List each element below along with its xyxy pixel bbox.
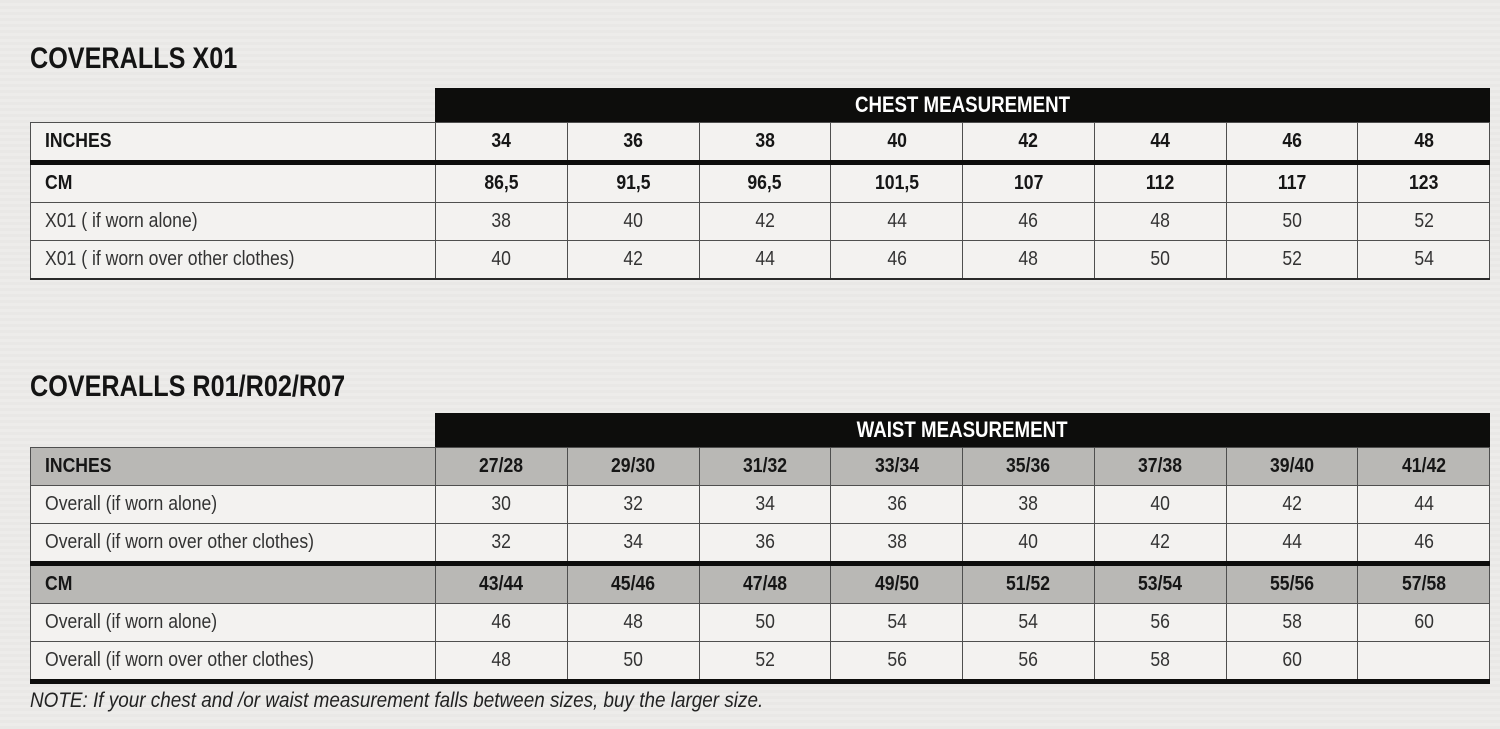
table-row bbox=[31, 642, 1490, 682]
value-cell bbox=[1226, 564, 1358, 604]
row-label-cell bbox=[31, 448, 436, 486]
row-label: Overall (if worn alone) bbox=[45, 611, 218, 633]
value-cell bbox=[1226, 448, 1358, 486]
row-label-cell bbox=[31, 203, 436, 241]
row-label-cell bbox=[31, 524, 436, 564]
value-cell bbox=[436, 564, 568, 604]
cell-value: 34 bbox=[491, 130, 512, 152]
cell-value: 49/50 bbox=[874, 573, 919, 595]
value-cell bbox=[963, 524, 1095, 564]
cell-value: 117 bbox=[1277, 172, 1307, 194]
cell-value: 50 bbox=[755, 611, 775, 633]
value-cell bbox=[831, 604, 963, 642]
cell-value: 38 bbox=[1018, 493, 1039, 515]
row-label-cell bbox=[31, 486, 436, 524]
value-cell bbox=[1358, 642, 1490, 682]
cell-value: 38 bbox=[755, 130, 775, 152]
value-cell bbox=[1094, 524, 1226, 564]
value-cell bbox=[831, 564, 963, 604]
coveralls-x01-title: COVERALLS X01 bbox=[30, 42, 238, 75]
value-cell bbox=[436, 203, 568, 241]
value-cell bbox=[1358, 448, 1490, 486]
cell-value: 46 bbox=[1413, 531, 1434, 553]
cell-value: 54 bbox=[1018, 611, 1039, 633]
row-label: CM bbox=[45, 573, 73, 595]
table-row bbox=[31, 524, 1490, 564]
waist-measurement-banner bbox=[435, 413, 1490, 447]
cell-value: 32 bbox=[491, 531, 512, 553]
row-label-cell bbox=[31, 241, 436, 280]
cell-value: 40 bbox=[491, 248, 512, 270]
value-cell bbox=[1358, 203, 1490, 241]
value-cell bbox=[699, 642, 831, 682]
value-cell bbox=[567, 163, 699, 203]
cell-value: 58 bbox=[1150, 649, 1170, 671]
value-cell bbox=[1094, 203, 1226, 241]
cell-value: 44 bbox=[886, 210, 907, 232]
cell-value: 44 bbox=[1413, 493, 1434, 515]
cell-value: 38 bbox=[886, 531, 907, 553]
coveralls-r01-r02-r07-title: COVERALLS R01/R02/R07 bbox=[30, 370, 346, 403]
value-cell bbox=[1094, 241, 1226, 280]
cell-value: 91,5 bbox=[615, 172, 651, 194]
value-cell bbox=[699, 241, 831, 280]
value-cell bbox=[699, 203, 831, 241]
cell-value: 52 bbox=[1282, 248, 1302, 270]
value-cell bbox=[1094, 448, 1226, 486]
table-row bbox=[31, 564, 1490, 604]
value-cell bbox=[963, 448, 1095, 486]
coveralls-r01-r02-r07-size-table bbox=[30, 447, 1490, 684]
row-label-cell bbox=[31, 564, 436, 604]
cell-value: 38 bbox=[491, 210, 512, 232]
value-cell bbox=[1358, 564, 1490, 604]
value-cell bbox=[567, 123, 699, 163]
value-cell bbox=[831, 642, 963, 682]
cell-value: 40 bbox=[623, 210, 643, 232]
value-cell bbox=[1358, 241, 1490, 280]
cell-value: 42 bbox=[623, 248, 643, 270]
cell-value: 112 bbox=[1145, 172, 1175, 194]
cell-value: 33/34 bbox=[874, 455, 919, 477]
cell-value: 56 bbox=[1018, 649, 1039, 671]
value-cell bbox=[963, 123, 1095, 163]
cell-value: 50 bbox=[1150, 248, 1170, 270]
cell-value: 40 bbox=[1150, 493, 1170, 515]
value-cell bbox=[963, 241, 1095, 280]
cell-value: 35/36 bbox=[1006, 455, 1051, 477]
cell-value: 101,5 bbox=[874, 172, 919, 194]
value-cell bbox=[1226, 123, 1358, 163]
cell-value: 42 bbox=[1150, 531, 1170, 553]
row-label: INCHES bbox=[45, 455, 112, 477]
cell-value: 42 bbox=[1018, 130, 1039, 152]
cell-value: 30 bbox=[491, 493, 512, 515]
value-cell bbox=[699, 123, 831, 163]
cell-value: 45/46 bbox=[611, 573, 656, 595]
value-cell bbox=[963, 564, 1095, 604]
row-label-cell bbox=[31, 163, 436, 203]
cell-value: 52 bbox=[755, 649, 775, 671]
value-cell bbox=[831, 524, 963, 564]
value-cell bbox=[831, 241, 963, 280]
value-cell bbox=[436, 604, 568, 642]
value-cell bbox=[1094, 163, 1226, 203]
cell-value: 36 bbox=[623, 130, 643, 152]
value-cell bbox=[699, 524, 831, 564]
waist-measurement-banner-label: WAIST MEASUREMENT bbox=[857, 417, 1068, 442]
value-cell bbox=[1094, 564, 1226, 604]
value-cell bbox=[567, 564, 699, 604]
value-cell bbox=[699, 448, 831, 486]
cell-value: 44 bbox=[1282, 531, 1302, 553]
cell-value: 50 bbox=[623, 649, 643, 671]
value-cell bbox=[831, 203, 963, 241]
cell-value: 48 bbox=[1018, 248, 1039, 270]
chest-measurement-banner bbox=[435, 88, 1490, 122]
value-cell bbox=[1094, 604, 1226, 642]
table-row bbox=[31, 604, 1490, 642]
value-cell bbox=[436, 163, 568, 203]
value-cell bbox=[699, 564, 831, 604]
cell-value: 57/58 bbox=[1401, 573, 1446, 595]
value-cell bbox=[567, 448, 699, 486]
cell-value: 41/42 bbox=[1401, 455, 1446, 477]
value-cell bbox=[436, 123, 568, 163]
value-cell bbox=[699, 604, 831, 642]
value-cell bbox=[1358, 604, 1490, 642]
cell-value: 42 bbox=[755, 210, 775, 232]
value-cell bbox=[963, 163, 1095, 203]
cell-value: 46 bbox=[1282, 130, 1302, 152]
cell-value: 56 bbox=[886, 649, 907, 671]
cell-value: 54 bbox=[1413, 248, 1434, 270]
cell-value: 29/30 bbox=[611, 455, 656, 477]
value-cell bbox=[1358, 163, 1490, 203]
value-cell bbox=[1094, 642, 1226, 682]
cell-value: 123 bbox=[1408, 172, 1439, 194]
value-cell bbox=[436, 241, 568, 280]
cell-value: 48 bbox=[1150, 210, 1170, 232]
cell-value: 60 bbox=[1413, 611, 1434, 633]
value-cell bbox=[831, 486, 963, 524]
sizing-note: NOTE: If your chest and /or waist measurement falls between sizes, buy the larger size. bbox=[30, 689, 764, 712]
cell-value: 96,5 bbox=[747, 172, 783, 194]
value-cell bbox=[567, 524, 699, 564]
value-cell bbox=[436, 448, 568, 486]
cell-value: 40 bbox=[886, 130, 907, 152]
row-label: CM bbox=[45, 172, 73, 194]
cell-value: 44 bbox=[755, 248, 775, 270]
value-cell bbox=[963, 203, 1095, 241]
cell-value: 46 bbox=[886, 248, 907, 270]
value-cell bbox=[699, 163, 831, 203]
cell-value: 43/44 bbox=[479, 573, 524, 595]
cell-value: 60 bbox=[1282, 649, 1302, 671]
value-cell bbox=[1094, 123, 1226, 163]
value-cell bbox=[1226, 163, 1358, 203]
value-cell bbox=[963, 486, 1095, 524]
value-cell bbox=[436, 524, 568, 564]
cell-value: 34 bbox=[755, 493, 775, 515]
row-label: Overall (if worn over other clothes) bbox=[45, 649, 314, 671]
row-label: Overall (if worn over other clothes) bbox=[45, 531, 314, 553]
cell-value: 55/56 bbox=[1269, 573, 1314, 595]
cell-value: 36 bbox=[755, 531, 775, 553]
cell-value: 47/48 bbox=[742, 573, 787, 595]
cell-value: 48 bbox=[1413, 130, 1434, 152]
cell-value: 37/38 bbox=[1138, 455, 1183, 477]
value-cell bbox=[1226, 604, 1358, 642]
value-cell bbox=[699, 486, 831, 524]
cell-value: 36 bbox=[886, 493, 907, 515]
cell-value: 53/54 bbox=[1138, 573, 1183, 595]
value-cell bbox=[1094, 486, 1226, 524]
row-label: X01 ( if worn over other clothes) bbox=[45, 248, 295, 270]
cell-value: 50 bbox=[1282, 210, 1302, 232]
row-label-cell bbox=[31, 123, 436, 163]
value-cell bbox=[436, 486, 568, 524]
chest-measurement-banner-label: CHEST MEASUREMENT bbox=[854, 92, 1071, 117]
value-cell bbox=[1226, 524, 1358, 564]
value-cell bbox=[1226, 486, 1358, 524]
table-row bbox=[31, 203, 1490, 241]
table-row bbox=[31, 163, 1490, 203]
value-cell bbox=[1226, 203, 1358, 241]
value-cell bbox=[1226, 241, 1358, 280]
cell-value: 52 bbox=[1413, 210, 1434, 232]
value-cell bbox=[831, 448, 963, 486]
cell-value: 27/28 bbox=[479, 455, 524, 477]
cell-value: 46 bbox=[491, 611, 512, 633]
coveralls-x01-size-table bbox=[30, 122, 1490, 280]
value-cell bbox=[1226, 642, 1358, 682]
row-label-cell bbox=[31, 604, 436, 642]
cell-value: 44 bbox=[1150, 130, 1170, 152]
value-cell bbox=[963, 604, 1095, 642]
value-cell bbox=[1358, 123, 1490, 163]
value-cell bbox=[567, 203, 699, 241]
table-row bbox=[31, 486, 1490, 524]
cell-value: 86,5 bbox=[484, 172, 519, 194]
cell-value: 32 bbox=[623, 493, 643, 515]
row-label-cell bbox=[31, 642, 436, 682]
value-cell bbox=[567, 241, 699, 280]
value-cell bbox=[831, 163, 963, 203]
value-cell bbox=[436, 642, 568, 682]
cell-value: 34 bbox=[623, 531, 643, 553]
table-row bbox=[31, 241, 1490, 280]
value-cell bbox=[1358, 524, 1490, 564]
value-cell bbox=[567, 604, 699, 642]
cell-value: 46 bbox=[1018, 210, 1039, 232]
cell-value: 58 bbox=[1282, 611, 1302, 633]
table-row bbox=[31, 448, 1490, 486]
cell-value: 40 bbox=[1018, 531, 1039, 553]
value-cell bbox=[567, 642, 699, 682]
cell-value: 42 bbox=[1282, 493, 1302, 515]
value-cell bbox=[1358, 486, 1490, 524]
cell-value: 54 bbox=[886, 611, 907, 633]
cell-value: 51/52 bbox=[1006, 573, 1051, 595]
table-row bbox=[31, 123, 1490, 163]
cell-value: 107 bbox=[1013, 172, 1044, 194]
value-cell bbox=[963, 642, 1095, 682]
cell-value: 48 bbox=[491, 649, 512, 671]
cell-value: 31/32 bbox=[742, 455, 787, 477]
cell-value: 56 bbox=[1150, 611, 1170, 633]
row-label: INCHES bbox=[45, 130, 112, 152]
value-cell bbox=[567, 486, 699, 524]
value-cell bbox=[831, 123, 963, 163]
row-label: Overall (if worn alone) bbox=[45, 493, 218, 515]
cell-value: 39/40 bbox=[1269, 455, 1314, 477]
cell-value: 48 bbox=[623, 611, 643, 633]
row-label: X01 ( if worn alone) bbox=[45, 210, 198, 232]
